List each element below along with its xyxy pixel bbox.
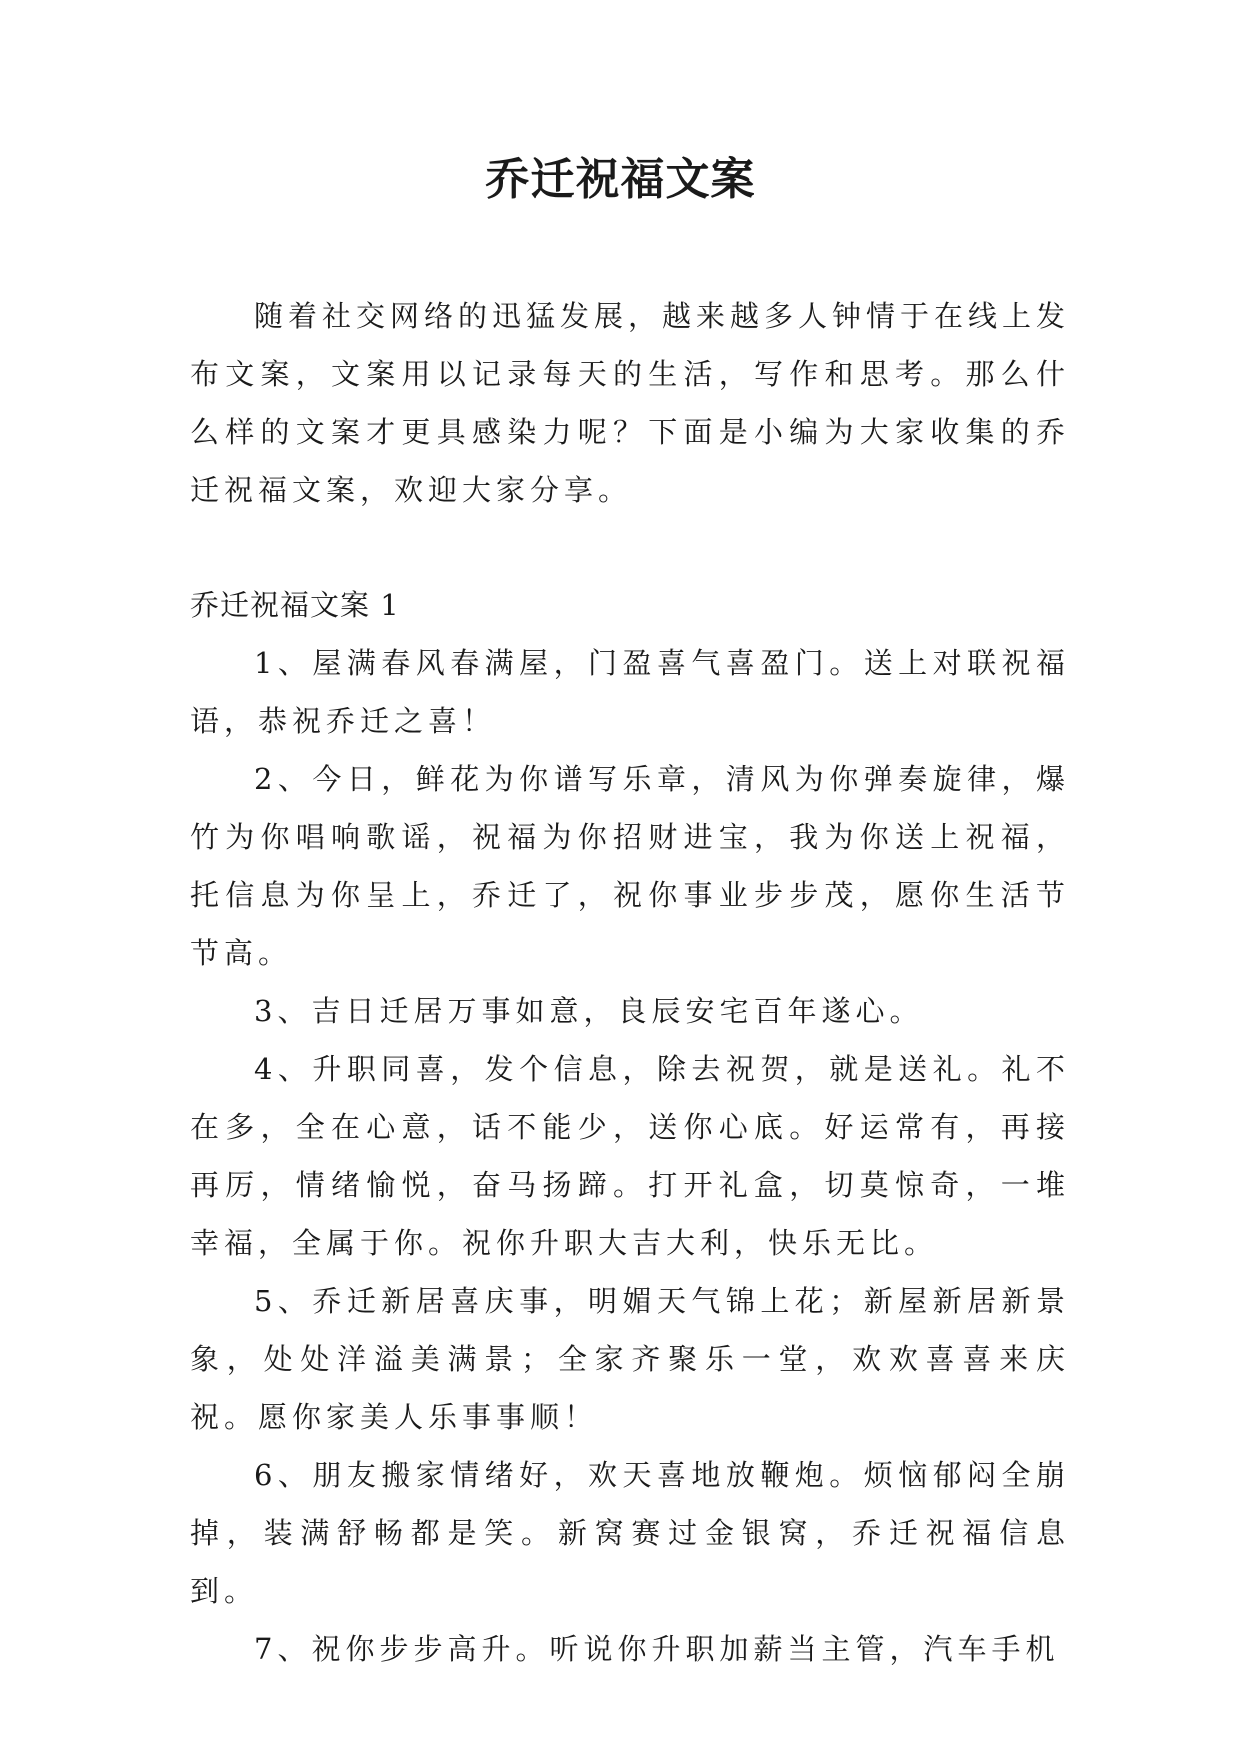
intro-paragraph: 随着社交网络的迅猛发展，越来越多人钟情于在线上发布文案，文案用以记录每天的生活，写作和思考。那么什么样的文案才更具感染力呢？下面是小编为大家收集的乔迁祝福文案，欢迎大家分享。 (190, 299, 1071, 507)
list-item: 3、吉日迁居万事如意，良辰安宅百年遂心。 (254, 994, 924, 1028)
list-item: 7、祝你步步高升。听说你升职加薪当主管，汽车手机 (254, 1632, 1060, 1666)
list-item: 5、乔迁新居喜庆事，明媚天气锦上花；新屋新居新景象，处处洋溢美满景；全家齐聚乐一堂，欢欢喜喜来庆祝。愿你家美人乐事事顺！ (190, 1284, 1070, 1434)
section-heading: 乔迁祝福文案 1 (190, 588, 400, 622)
list-item: 6、朋友搬家情绪好，欢天喜地放鞭炮。烦恼郁闷全崩掉，装满舒畅都是笑。新窝赛过金银窝，乔迁祝福信息到。 (190, 1458, 1070, 1608)
document-body (190, 287, 1070, 1678)
list-item: 2、今日，鲜花为你谱写乐章，清风为你弹奏旋律，爆竹为你唱响歌谣，祝福为你招财进宝，我为你送上祝福，托信息为你呈上，乔迁了，祝你事业步步茂，愿你生活节节高。 (190, 762, 1070, 970)
document-title: 乔迁祝福文案 (485, 154, 756, 205)
list-item: 4、升职同喜，发个信息，除去祝贺，就是送礼。礼不在多，全在心意，话不能少，送你心底。好运常有，再接再厉，情绪愉悦，奋马扬蹄。打开礼盒，切莫惊奇，一堆幸福，全属于你。祝你升职大吉大利，快乐无比。 (190, 1052, 1070, 1260)
list-item: 1、屋满春风春满屋，门盈喜气喜盈门。送上对联祝福语，恭祝乔迁之喜！ (190, 646, 1070, 738)
